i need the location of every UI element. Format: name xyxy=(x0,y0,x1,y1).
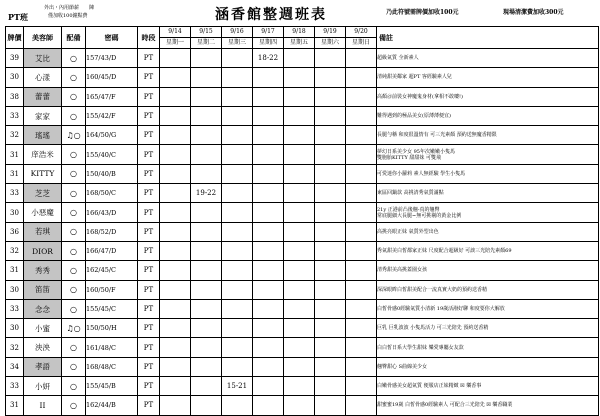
day-slot-cell xyxy=(346,184,377,203)
day-slot-cell xyxy=(253,338,284,357)
day-slot-cell xyxy=(284,49,315,68)
table-row xyxy=(6,145,599,164)
shift-cell: PT xyxy=(138,319,160,338)
day-slot-cell xyxy=(160,338,191,357)
date-header: 9/16 xyxy=(222,27,253,38)
day-slot-cell xyxy=(284,241,315,260)
equipment-cell: ○ xyxy=(62,145,86,164)
day-slot-cell xyxy=(191,203,222,222)
day-slot-cell: 15-21 xyxy=(222,377,253,396)
day-slot-cell xyxy=(160,106,191,125)
shift-cell: PT xyxy=(138,241,160,260)
stylist-name-cell: 芝芝 xyxy=(24,184,62,203)
remark-cell: 翹臀甜心 S曲線美少女 xyxy=(377,357,599,376)
day-slot-cell xyxy=(222,126,253,145)
weekday-header: 星期五 xyxy=(284,38,315,49)
page-title: 涵香館整週班表 xyxy=(215,7,327,23)
equipment-cell: ○ xyxy=(62,49,86,68)
equipment-cell: ○ xyxy=(62,87,86,106)
day-slot-cell xyxy=(284,338,315,357)
shift-cell: PT xyxy=(138,126,160,145)
day-slot-cell xyxy=(191,49,222,68)
day-slot-cell xyxy=(191,145,222,164)
card-price-cell: 31 xyxy=(6,396,24,415)
stylist-name-cell: DIOR xyxy=(24,241,62,260)
day-slot-cell xyxy=(284,319,315,338)
table-row xyxy=(6,184,599,203)
remark-cell: 長腿勻稱 和度很溫情有 可三光素顏 預約送無魔香精限 xyxy=(377,126,599,145)
measurement-code-cell: 165/47/F xyxy=(86,87,138,106)
measurement-code-cell: 161/48/C xyxy=(86,338,138,357)
table-row xyxy=(6,377,599,396)
day-slot-cell xyxy=(191,241,222,260)
day-slot-cell xyxy=(284,280,315,299)
day-slot-cell xyxy=(315,280,346,299)
table-row xyxy=(6,222,599,241)
day-slot-cell xyxy=(253,357,284,376)
equipment-cell: ○ xyxy=(62,396,86,415)
shift-cell: PT xyxy=(138,106,160,125)
card-price-cell: 31 xyxy=(6,145,24,164)
day-slot-cell xyxy=(315,241,346,260)
day-slot-cell xyxy=(160,68,191,87)
day-slot-cell xyxy=(222,87,253,106)
weekday-header: 星期六 xyxy=(315,38,346,49)
remark-cell: 可愛迷你小蘿莉 素人無經驗 學生小隻馬 xyxy=(377,164,599,183)
table-row xyxy=(6,338,599,357)
day-slot-cell xyxy=(191,377,222,396)
equipment-cell: ○ xyxy=(62,222,86,241)
day-slot-cell xyxy=(253,222,284,241)
shift-cell: PT xyxy=(138,280,160,299)
equipment-cell: ○ xyxy=(62,106,86,125)
day-slot-cell xyxy=(346,87,377,106)
day-slot-cell xyxy=(222,299,253,318)
day-slot-cell xyxy=(253,261,284,280)
measurement-code-cell: 157/43/D xyxy=(86,49,138,68)
day-slot-cell xyxy=(253,377,284,396)
day-slot-cell xyxy=(222,145,253,164)
day-slot-cell xyxy=(346,241,377,260)
day-slot-cell xyxy=(346,396,377,415)
day-slot-cell xyxy=(253,87,284,106)
day-slot-cell xyxy=(191,261,222,280)
col-header-note: 備註 xyxy=(377,27,599,49)
equipment-cell: ○ xyxy=(62,68,86,87)
day-slot-cell xyxy=(253,68,284,87)
day-slot-cell xyxy=(253,203,284,222)
day-slot-cell xyxy=(284,203,315,222)
day-slot-cell xyxy=(284,87,315,106)
day-slot-cell xyxy=(222,357,253,376)
table-row xyxy=(6,87,599,106)
day-slot-cell xyxy=(346,203,377,222)
day-slot-cell xyxy=(222,222,253,241)
day-slot-cell xyxy=(253,280,284,299)
card-price-cell: 31 xyxy=(6,164,24,183)
shift-cell: PT xyxy=(138,87,160,106)
day-slot-cell xyxy=(315,126,346,145)
day-slot-cell xyxy=(160,377,191,396)
day-slot-cell xyxy=(222,203,253,222)
measurement-code-cell: 168/52/D xyxy=(86,222,138,241)
day-slot-cell xyxy=(346,68,377,87)
day-slot-cell xyxy=(284,222,315,241)
day-slot-cell xyxy=(284,261,315,280)
remark-cell: 巨乳 巨乳波波 小隻馬活力 可三光陪先 預約送香精 xyxy=(377,319,599,338)
date-header: 9/18 xyxy=(284,27,315,38)
day-slot-cell xyxy=(284,126,315,145)
equipment-cell: ○ xyxy=(62,338,86,357)
day-slot-cell xyxy=(346,377,377,396)
weekday-header: 星期三 xyxy=(222,38,253,49)
remark-cell: 深深眼眸白皙甜美配合一流真實大奶的預約送香精 xyxy=(377,280,599,299)
day-slot-cell xyxy=(222,184,253,203)
day-slot-cell xyxy=(284,299,315,318)
col-header-card: 牌價 xyxy=(6,27,24,49)
card-price-cell: 32 xyxy=(6,126,24,145)
weekday-header: 星期二 xyxy=(191,38,222,49)
day-slot-cell xyxy=(222,241,253,260)
measurement-code-cell: 162/45/C xyxy=(86,261,138,280)
measurement-code-cell: 155/45/B xyxy=(86,377,138,396)
table-row xyxy=(6,280,599,299)
day-slot-cell xyxy=(315,377,346,396)
day-slot-cell xyxy=(346,357,377,376)
day-slot-cell xyxy=(191,87,222,106)
day-slot-cell xyxy=(253,299,284,318)
price-note: 乃此符號需牌價加收100元 xyxy=(386,9,459,16)
day-slot-cell xyxy=(160,145,191,164)
stylist-name-cell: 小妍 xyxy=(24,377,62,396)
remark-cell: 白嫩骨感美女超氣質 便服店正妹精緻 ☒ 樂香事 xyxy=(377,377,599,396)
measurement-code-cell: 166/43/D xyxy=(86,203,138,222)
date-header: 9/17 xyxy=(253,27,284,38)
day-slot-cell xyxy=(315,338,346,357)
day-slot-cell xyxy=(284,106,315,125)
day-slot-cell xyxy=(191,222,222,241)
day-slot-cell xyxy=(346,222,377,241)
day-slot-cell xyxy=(160,184,191,203)
col-header-name: 美容師 xyxy=(24,27,62,49)
day-slot-cell xyxy=(315,145,346,164)
day-slot-cell xyxy=(315,49,346,68)
equipment-cell: ○ xyxy=(62,377,86,396)
day-slot-cell: 18-22 xyxy=(253,49,284,68)
day-slot-cell xyxy=(346,49,377,68)
day-slot-cell xyxy=(346,145,377,164)
card-price-cell: 31 xyxy=(6,261,24,280)
header-left xyxy=(6,2,131,26)
col-header-shift: 時段 xyxy=(138,27,160,49)
day-slot-cell xyxy=(253,184,284,203)
equipment-cell: ○ xyxy=(62,280,86,299)
pt-label: PT班 xyxy=(8,12,28,22)
day-slot-cell xyxy=(284,164,315,183)
shift-cell: PT xyxy=(138,338,160,357)
day-slot-cell xyxy=(160,319,191,338)
day-slot-cell xyxy=(315,87,346,106)
stylist-name-cell: 孝語 xyxy=(24,357,62,376)
day-slot-cell xyxy=(346,261,377,280)
measurement-code-cell: 155/40/C xyxy=(86,145,138,164)
table-row xyxy=(6,241,599,260)
shift-cell: PT xyxy=(138,203,160,222)
day-slot-cell xyxy=(346,338,377,357)
equipment-cell: ○ xyxy=(62,241,86,260)
remark-cell: 甜蜜蜜19歲 白皙骨感0經驗素人 可配合三光陪先 ☒ 樂香職業 xyxy=(377,396,599,415)
table-row xyxy=(6,164,599,183)
remark-cell: 高顏＠前裝女神魔鬼身材(拿相不敢嘍!) xyxy=(377,87,599,106)
col-header-pei: 配備 xyxy=(62,27,86,49)
table-row xyxy=(6,106,599,125)
stylist-name-cell: 小惡魔 xyxy=(24,203,62,222)
table-row xyxy=(6,299,599,318)
remark-cell: 高挑亮眼正妹 氣質外型出色 xyxy=(377,222,599,241)
day-slot-cell xyxy=(160,396,191,415)
day-slot-cell xyxy=(315,261,346,280)
day-slot-cell xyxy=(315,68,346,87)
day-slot-cell xyxy=(191,299,222,318)
weekday-header: 星期一 xyxy=(160,38,191,49)
measurement-code-cell: 155/45/C xyxy=(86,299,138,318)
date-header: 9/14 xyxy=(160,27,191,38)
stylist-name-cell: 家家 xyxy=(24,106,62,125)
day-slot-cell xyxy=(346,126,377,145)
card-price-cell: 33 xyxy=(6,184,24,203)
card-price-cell: 32 xyxy=(6,241,24,260)
cleaning-fee-note: 現場清潔費加收300元 xyxy=(503,9,564,16)
remark-cell: 秀氣甜美白皙都家正妹 尺度配合超級好 可談三光陪先素顏69 xyxy=(377,241,599,260)
day-slot-cell xyxy=(284,377,315,396)
measurement-code-cell: 164/50/G xyxy=(86,126,138,145)
shift-cell: PT xyxy=(138,261,160,280)
equipment-cell: ♫○ xyxy=(62,319,86,338)
day-slot-cell xyxy=(191,280,222,299)
card-price-cell: 33 xyxy=(6,106,24,125)
stylist-name-cell: KITTY xyxy=(24,164,62,183)
day-slot-cell xyxy=(253,241,284,260)
measurement-code-cell: 150/40/B xyxy=(86,164,138,183)
day-slot-cell xyxy=(315,319,346,338)
day-slot-cell xyxy=(253,106,284,125)
day-slot-cell xyxy=(222,280,253,299)
day-slot-cell xyxy=(253,126,284,145)
day-slot-cell xyxy=(315,184,346,203)
day-slot-cell xyxy=(191,106,222,125)
measurement-code-cell: 160/45/D xyxy=(86,68,138,87)
day-slot-cell xyxy=(284,68,315,87)
day-slot-cell xyxy=(191,396,222,415)
stylist-name-cell: 心漾 xyxy=(24,68,62,87)
weekday-header: 星期日 xyxy=(346,38,377,49)
day-slot-cell xyxy=(284,145,315,164)
day-slot-cell xyxy=(253,319,284,338)
shift-cell: PT xyxy=(138,184,160,203)
day-slot-cell xyxy=(191,126,222,145)
measurement-code-cell: 168/48/C xyxy=(86,357,138,376)
day-slot-cell xyxy=(346,280,377,299)
equipment-cell: ○ xyxy=(62,299,86,318)
day-slot-cell xyxy=(160,241,191,260)
col-header-code: 密碼 xyxy=(86,27,138,49)
day-slot-cell xyxy=(160,87,191,106)
shift-cell: PT xyxy=(138,396,160,415)
header-subnote-1: 外出・內用節薪 陳 xyxy=(44,5,95,11)
card-price-cell: 33 xyxy=(6,377,24,396)
day-slot-cell xyxy=(315,396,346,415)
day-slot-cell xyxy=(253,164,284,183)
day-slot-cell xyxy=(284,396,315,415)
table-row xyxy=(6,49,599,68)
stylist-name-cell: 小蜜 xyxy=(24,319,62,338)
shift-cell: PT xyxy=(138,357,160,376)
day-slot-cell xyxy=(160,222,191,241)
table-row xyxy=(6,357,599,376)
day-slot-cell xyxy=(191,319,222,338)
day-slot-cell xyxy=(160,299,191,318)
day-slot-cell xyxy=(160,164,191,183)
day-slot-cell xyxy=(284,184,315,203)
equipment-cell: ○ xyxy=(62,184,86,203)
day-slot-cell xyxy=(160,261,191,280)
card-price-cell: 34 xyxy=(6,357,24,376)
equipment-cell: ♫○ xyxy=(62,126,86,145)
measurement-code-cell: 166/47/D xyxy=(86,241,138,260)
day-slot-cell: 19-22 xyxy=(191,184,222,203)
measurement-code-cell: 162/44/B xyxy=(86,396,138,415)
card-price-cell: 30 xyxy=(6,280,24,299)
day-slot-cell xyxy=(160,49,191,68)
card-price-cell: 33 xyxy=(6,299,24,318)
remark-cell: 超級氣質 全新素人 xyxy=(377,49,599,68)
shift-cell: PT xyxy=(138,222,160,241)
stylist-name-cell: 艾比 xyxy=(24,49,62,68)
day-slot-cell xyxy=(315,203,346,222)
card-price-cell: 39 xyxy=(6,49,24,68)
stylist-name-cell: 瑤瑤 xyxy=(24,126,62,145)
table-row xyxy=(6,126,599,145)
schedule-rows xyxy=(6,49,599,416)
measurement-code-cell: 160/50/F xyxy=(86,280,138,299)
date-header: 9/15 xyxy=(191,27,222,38)
weekday-header: 星期四 xyxy=(253,38,284,49)
card-price-cell: 30 xyxy=(6,68,24,87)
day-slot-cell xyxy=(160,126,191,145)
card-price-cell: 32 xyxy=(6,338,24,357)
day-slot-cell xyxy=(160,280,191,299)
day-slot-cell xyxy=(222,261,253,280)
day-slot-cell xyxy=(315,299,346,318)
date-header: 9/20 xyxy=(346,27,377,38)
day-slot-cell xyxy=(315,106,346,125)
date-header: 9/19 xyxy=(315,27,346,38)
table-row xyxy=(6,261,599,280)
measurement-code-cell: 155/42/F xyxy=(86,106,138,125)
stylist-name-cell: 泱泱 xyxy=(24,338,62,357)
card-price-cell: 30 xyxy=(6,319,24,338)
day-slot-cell xyxy=(222,164,253,183)
measurement-code-cell: 168/50/C xyxy=(86,184,138,203)
day-slot-cell xyxy=(346,319,377,338)
day-slot-cell xyxy=(222,396,253,415)
day-slot-cell xyxy=(222,68,253,87)
remark-cell: 清純甜美鄰家 超PT 客經驗素人兒 xyxy=(377,68,599,87)
stylist-name-cell: 蕾蕾 xyxy=(24,87,62,106)
stylist-name-cell: 秀秀 xyxy=(24,261,62,280)
day-slot-cell xyxy=(222,338,253,357)
table-row xyxy=(6,319,599,338)
table-row xyxy=(6,68,599,87)
header-subnote-2: 僅加收100鐘點費 xyxy=(48,13,88,19)
day-slot-cell xyxy=(222,106,253,125)
card-price-cell: 30 xyxy=(6,203,24,222)
remark-cell: 白皙骨感0經驗氣質小清新 19歲活潑好聊 和度要你大解放 xyxy=(377,299,599,318)
stylist-name-cell: 若琪 xyxy=(24,222,62,241)
shift-cell: PT xyxy=(138,68,160,87)
equipment-cell: ○ xyxy=(62,164,86,183)
stylist-name-cell: 念念 xyxy=(24,299,62,318)
equipment-cell: ○ xyxy=(62,261,86,280)
day-slot-cell xyxy=(253,396,284,415)
card-price-cell: 36 xyxy=(6,222,24,241)
day-slot-cell xyxy=(346,106,377,125)
day-slot-cell xyxy=(191,357,222,376)
day-slot-cell xyxy=(160,203,191,222)
measurement-code-cell: 150/50/H xyxy=(86,319,138,338)
remark-cell: 東區回鍋款 高挑清秀氣質滿點 xyxy=(377,184,599,203)
shift-cell: PT xyxy=(138,145,160,164)
day-slot-cell xyxy=(346,299,377,318)
remark-cell: 難得遇到的極品美女(原薄薄便宜) xyxy=(377,106,599,125)
stylist-name-cell: II xyxy=(24,396,62,415)
day-slot-cell xyxy=(222,49,253,68)
day-slot-cell xyxy=(191,68,222,87)
shift-cell: PT xyxy=(138,164,160,183)
remark-cell: 21y 正港前凸後翹-真的翹臀 常底腿細大長腿~無可挑剔的黃金比例 xyxy=(377,203,599,222)
day-slot-cell xyxy=(160,357,191,376)
shift-cell: PT xyxy=(138,377,160,396)
day-slot-cell xyxy=(222,319,253,338)
card-price-cell: 38 xyxy=(6,87,24,106)
day-slot-cell xyxy=(191,164,222,183)
remark-cell: 夢幻日系美少女 95年次嫩嫩小隻馬 雙胞胎KITTY 甜甜妹 可雙飛 xyxy=(377,145,599,164)
day-slot-cell xyxy=(315,357,346,376)
day-slot-cell xyxy=(315,222,346,241)
day-slot-cell xyxy=(346,164,377,183)
stylist-name-cell: 庠浩米 xyxy=(24,145,62,164)
shift-cell: PT xyxy=(138,299,160,318)
equipment-cell: ○ xyxy=(62,203,86,222)
table-row xyxy=(6,396,599,415)
day-slot-cell xyxy=(315,164,346,183)
day-slot-cell xyxy=(284,357,315,376)
remark-cell: 白白皙日系大學生甜妹 樂愛專屬女友款 xyxy=(377,338,599,357)
remark-cell: 清秀甜美高挑蓋園女孩 xyxy=(377,261,599,280)
day-slot-cell xyxy=(253,145,284,164)
equipment-cell: ○ xyxy=(62,357,86,376)
table-row xyxy=(6,203,599,222)
schedule-table xyxy=(5,26,599,416)
day-slot-cell xyxy=(191,338,222,357)
shift-cell: PT xyxy=(138,49,160,68)
stylist-name-cell: 笛笛 xyxy=(24,280,62,299)
